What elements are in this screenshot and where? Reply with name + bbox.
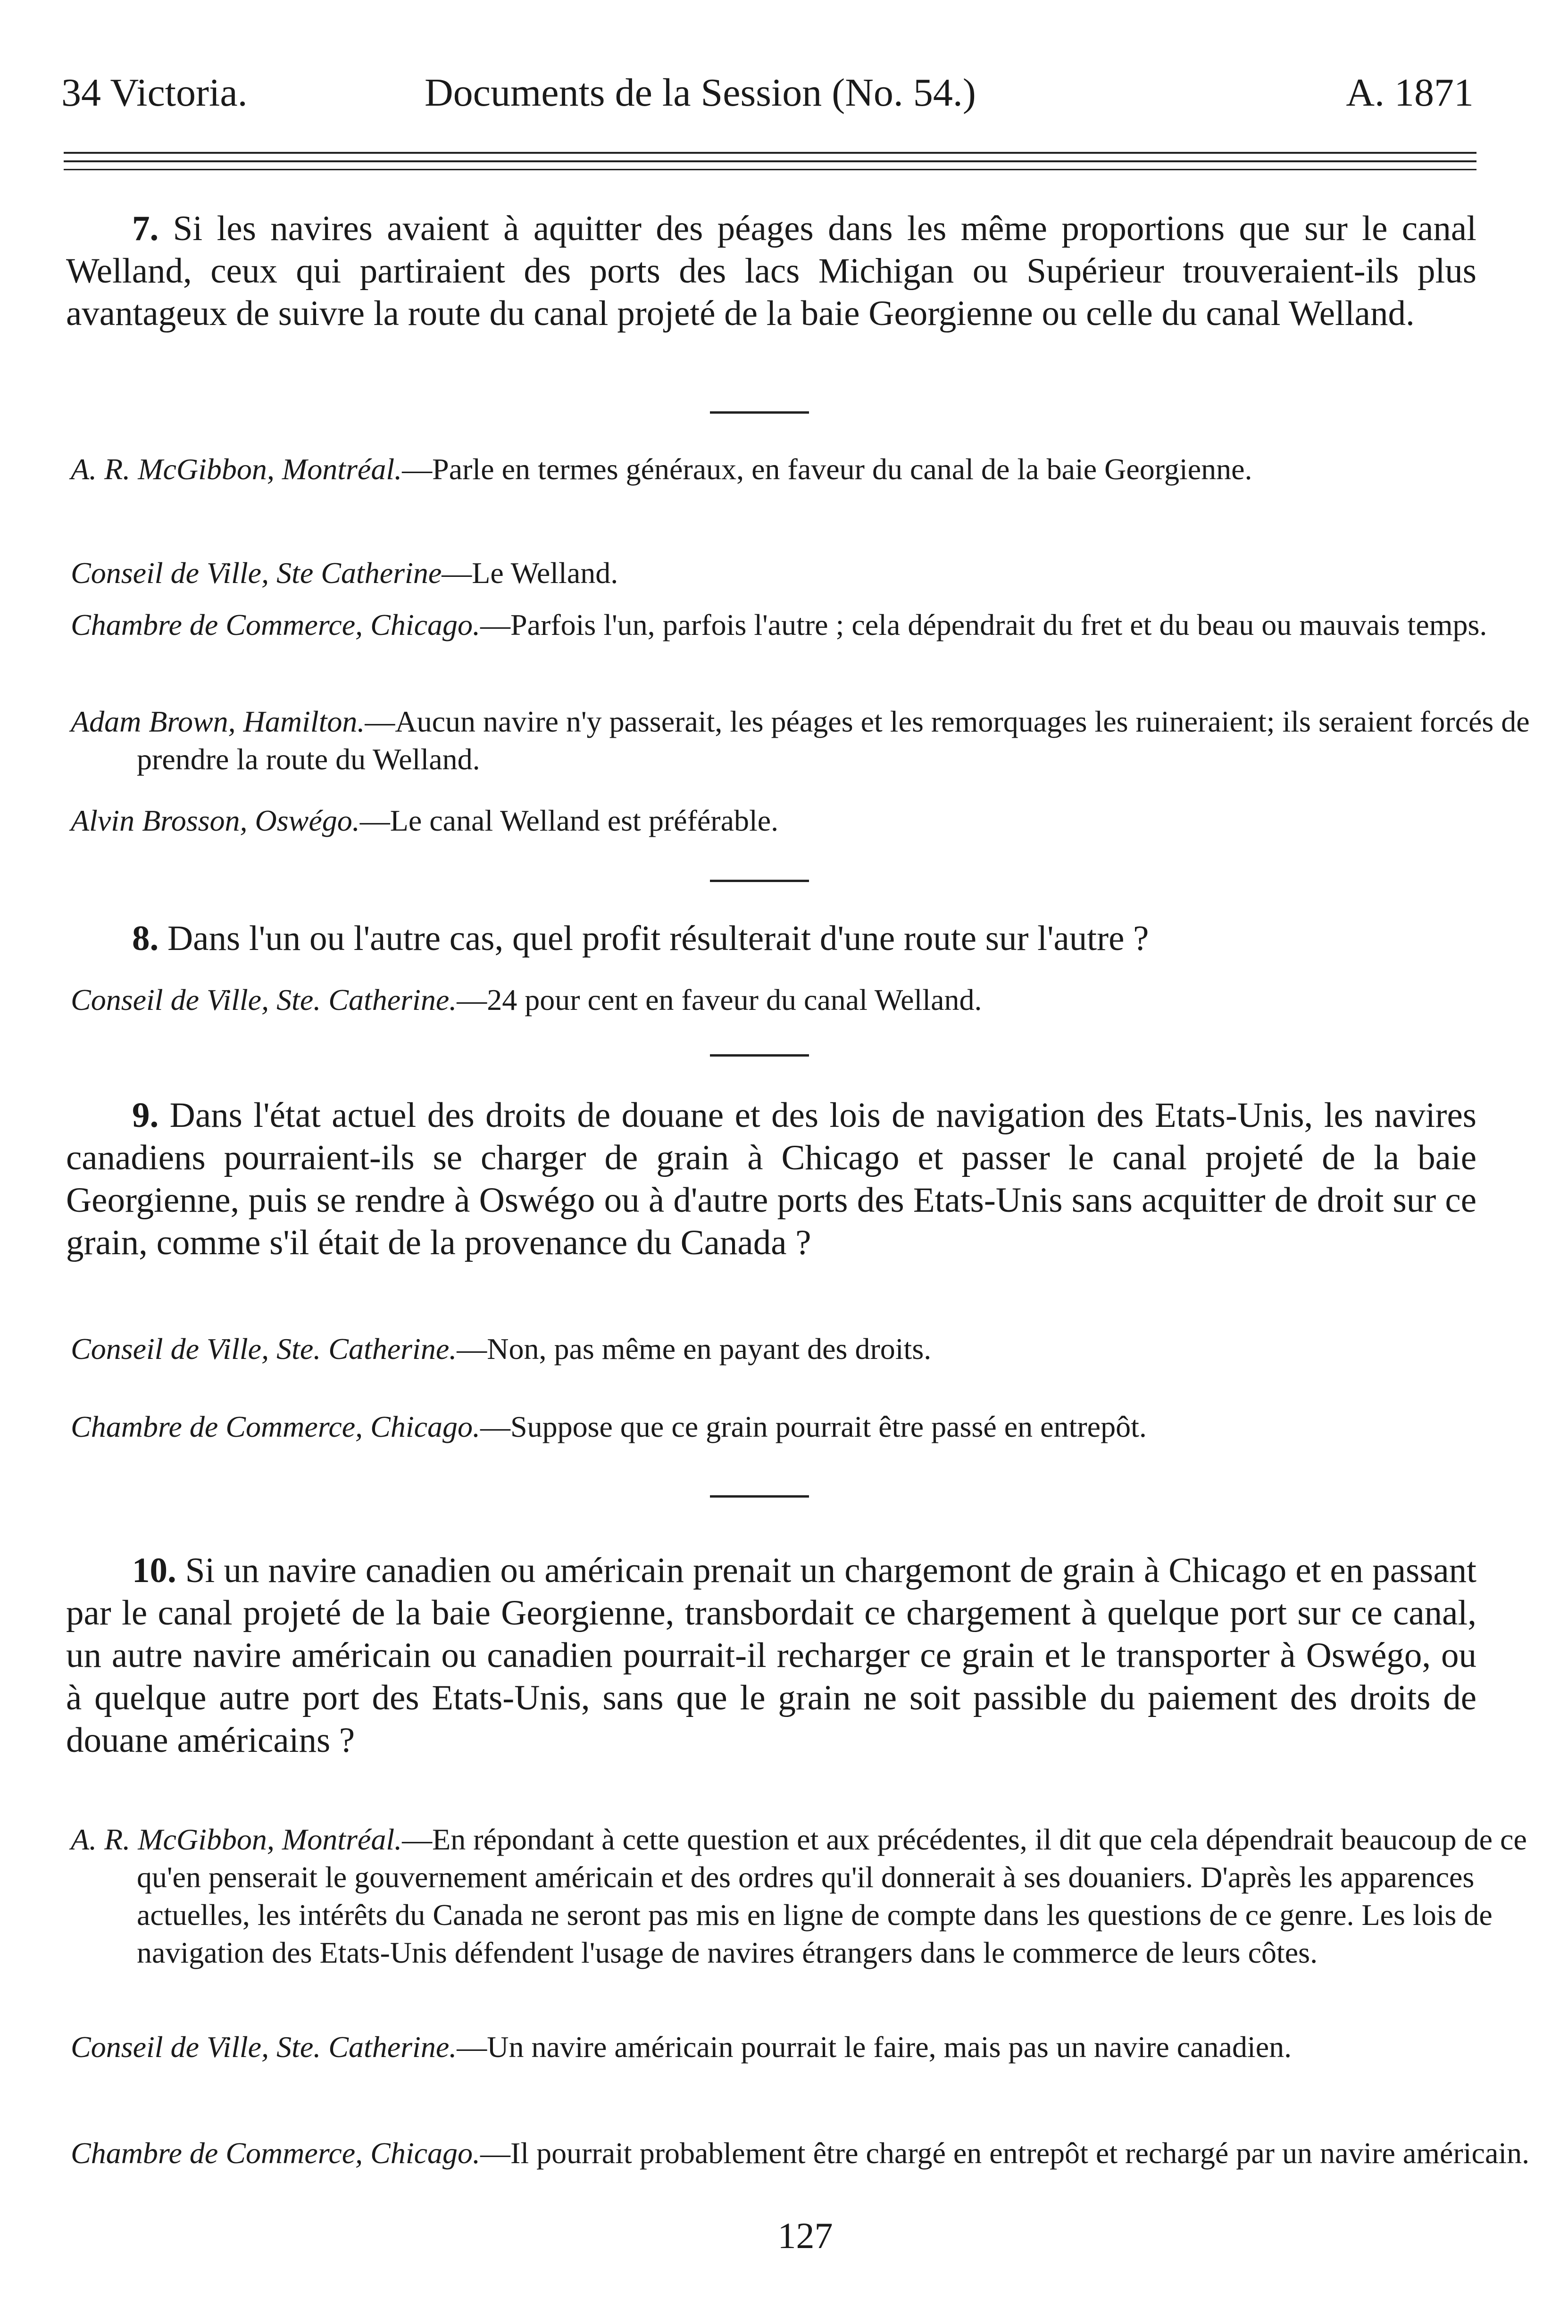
answer-item (71, 2134, 1538, 2172)
question-9 (66, 1094, 1476, 1264)
header-title: Documents de la Session (No. 54.) (425, 71, 976, 115)
section-separator (710, 1054, 809, 1057)
answer-text: —Suppose que ce grain pourrait être passé en entrepôt. (480, 1410, 1147, 1443)
answer-item (71, 981, 1538, 1019)
question-text: Dans l'un ou l'autre cas, quel profit résulterait d'une route sur l'autre ? (167, 919, 1149, 958)
answer-source: Chambre de Commerce, Chicago. (71, 2136, 480, 2170)
answer-source: Conseil de Ville, Ste Catherine (71, 556, 442, 590)
answer-text: —Parfois l'un, parfois l'autre ; cela dépendrait du fret et du beau ou mauvais temps. (480, 608, 1487, 641)
answer-source: Conseil de Ville, Ste. Catherine. (71, 983, 457, 1016)
header-rule (64, 169, 1476, 170)
answer-source: Conseil de Ville, Ste. Catherine. (71, 2030, 457, 2064)
answer-item (71, 703, 1538, 778)
answer-item (71, 802, 1538, 840)
answer-source: Chambre de Commerce, Chicago. (71, 608, 480, 641)
question-7 (66, 208, 1476, 335)
question-10 (66, 1549, 1476, 1762)
answer-text: —Le Welland. (442, 556, 618, 590)
answer-text: —Non, pas même en payant des droits. (457, 1332, 932, 1366)
answer-source: A. R. McGibbon, Montréal. (71, 452, 402, 486)
question-text: Dans l'état actuel des droits de douane et des lois de navigation des Etats-Unis, les navires canadiens pourraient-ils se charger de grain à Chicago et passer le canal projeté de la baie Georgienne, puis se rendre à Oswégo ou à d'autre ports des Etats-Unis sans acquitter de droit sur ce grain, comme s'il était de la provenance du Canada ? (66, 1096, 1476, 1262)
answer-item (71, 1821, 1538, 1972)
answer-item (71, 1408, 1538, 1446)
answer-source: A. R. McGibbon, Montréal. (71, 1823, 402, 1856)
answer-item (71, 2028, 1538, 2066)
answer-item (71, 450, 1538, 488)
answer-item (71, 1330, 1538, 1368)
header-rule (64, 152, 1476, 154)
question-text: Si les navires avaient à aquitter des péages dans les même proportions que sur le canal Welland, ceux qui partiraient des ports des lacs Michigan ou Supérieur trouveraient-ils plus avantageux de suivre la route du canal projeté de la baie Georgienne ou celle du canal Welland. (66, 209, 1476, 333)
answer-item (71, 606, 1538, 644)
question-number: 10. (132, 1551, 176, 1590)
answer-text: —Le canal Welland est préférable. (359, 804, 779, 837)
answer-source: Conseil de Ville, Ste. Catherine. (71, 1332, 457, 1366)
answer-text: —Parle en termes généraux, en faveur du canal de la baie Georgienne. (402, 452, 1252, 486)
answer-text: —Il pourrait probablement être chargé en entrepôt et rechargé par un navire américain. (480, 2136, 1530, 2170)
question-8 (66, 917, 1476, 960)
header-rule (64, 160, 1476, 162)
answer-item (71, 554, 1538, 592)
header-year: A. 1871 (1346, 71, 1474, 115)
answer-source: Chambre de Commerce, Chicago. (71, 1410, 480, 1443)
answer-text: —Aucun navire n'y passerait, les péages et les remorquages les ruineraient; ils seraient forcés de prendre la route du Welland. (137, 705, 1530, 776)
page-number: 127 (777, 2215, 833, 2256)
question-number: 8. (132, 919, 159, 958)
question-number: 7. (132, 209, 159, 248)
answer-text: —24 pour cent en faveur du canal Welland. (457, 983, 982, 1016)
answer-text: —En répondant à cette question et aux précédentes, il dit que cela dépendrait beaucoup de ce qu'en penserait le gouvernement américain et des ordres qu'il donnerait à ses douaniers. D'après les apparences actuelles, les intérêts du Canada ne seront pas mis en ligne de compte dans les questions de ce genre. Les lois de navigation des Etats-Unis défendent l'usage de navires étrangers dans le commerce de leurs côtes. (137, 1823, 1527, 1969)
question-text: Si un navire canadien ou américain prenait un chargemont de grain à Chicago et en passant par le canal projeté de la baie Georgienne, transbordait ce chargement à quelque port sur ce canal, un autre navire américain ou canadien pourrait-il recharger ce grain et le transporter à Oswégo, ou à quelque autre port des Etats-Unis, sans que le grain ne soit passible du paiement des droits de douane américains ? (66, 1551, 1476, 1760)
page-header (0, 70, 1568, 117)
section-separator (710, 1495, 809, 1498)
header-volume: 34 Victoria. (61, 71, 248, 115)
question-number: 9. (132, 1096, 159, 1135)
answer-text: —Un navire américain pourrait le faire, mais pas un navire canadien. (457, 2030, 1292, 2064)
answer-source: Alvin Brosson, Oswégo. (71, 804, 360, 837)
section-separator (710, 880, 809, 882)
answer-source: Adam Brown, Hamilton. (71, 705, 365, 738)
section-separator (710, 411, 809, 414)
